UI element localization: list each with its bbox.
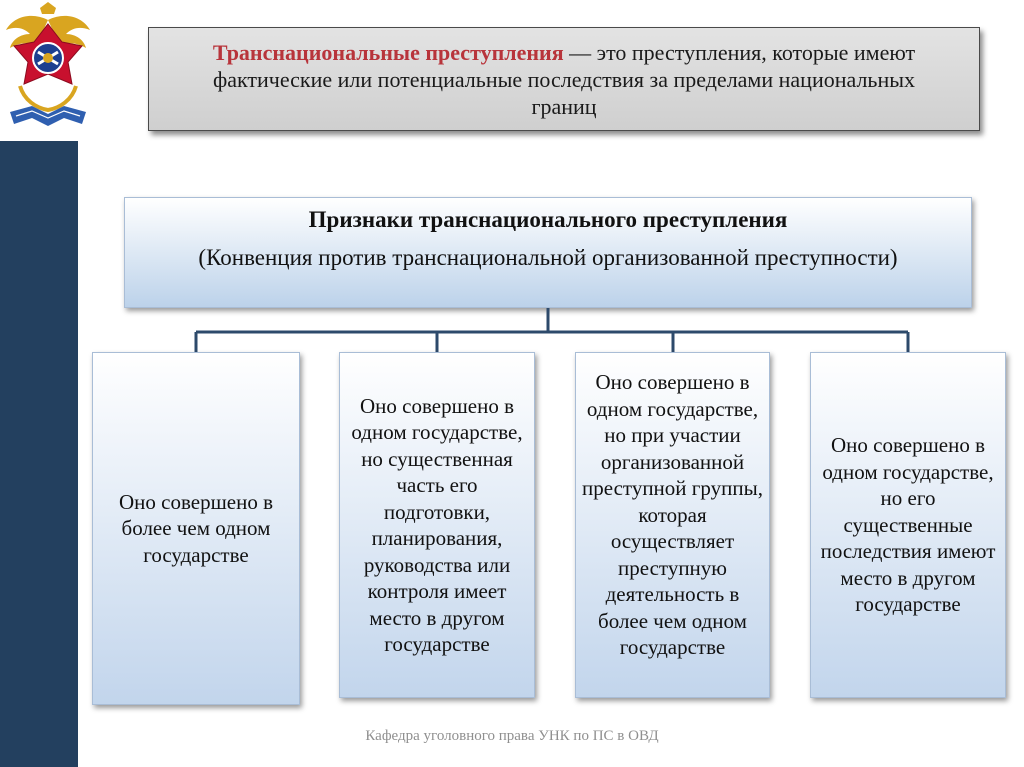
criterion-box-2: [339, 352, 535, 698]
criterion-box-3: [575, 352, 770, 698]
definition-term: Транснациональные преступления: [212, 39, 564, 65]
definition-body: — это преступления, которые имеют фактические или потенциальные последствия за пределами национальных границ: [212, 39, 916, 119]
criterion-box-1: [92, 352, 300, 705]
criteria-header-subtitle: (Конвенция против транснациональной организованной преступности): [198, 245, 898, 270]
criterion-text-2: Оно совершено в одном государстве, но существенная часть его подготовки, планирования, руководства или контроля имеет место в другом государстве: [351, 393, 523, 656]
criterion-text-3: Оно совершено в одном государстве, но при участии организованной преступной группы, которая осуществляет преступную деятельность в более чем одном государстве: [582, 370, 763, 659]
criterion-box-4: [810, 352, 1006, 698]
criteria-header-title: Признаки транснационального преступления: [308, 207, 788, 232]
criterion-text-1: Оно совершено в более чем одном государстве: [119, 489, 273, 567]
footer-caption: Кафедра уголовного права УНК по ПС в ОВД: [365, 728, 659, 744]
criterion-text-4: Оно совершено в одном государстве, но его существенные последствия имеют место в другом государстве: [820, 433, 996, 617]
